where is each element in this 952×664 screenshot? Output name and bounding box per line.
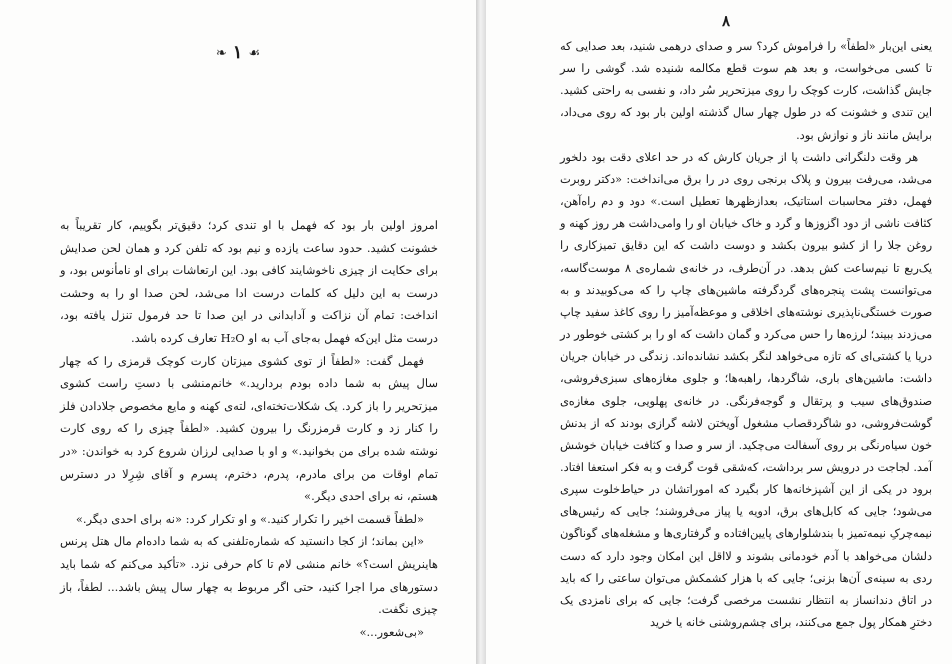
paragraph: «بی‌شعور...» <box>359 624 424 639</box>
chapter-ornament-left: ❧ <box>215 45 227 61</box>
paragraph: «لطفاً قسمت اخیر را تکرار کنید.» و او تکرار کرد: «نه برای احدی دیگر.» <box>75 511 424 526</box>
paragraph: هر وقت دلنگرانی داشت پا از جریان کارش که در حد اعلای دقت بود دلخور می‌شد، می‌رفت بیرون و پلاک برنجی روی در را برق می‌انداخت: «دکتر روبرت فهمل، دفتر محاسبات استاتیک، بعدازظهرها تعطیل است.» دود و دم راه‌آهن، کثافت ناشی از دود اگزوزها و گرد و خاک خیابان او را وامی‌داشت هر روز کهنه و روغن جلا را از کشو بیرون بکشد و دوست داشت که این دقایق تمیزکاری را یک‌ربع تا نیم‌ساعت کش بدهد. در آن‌طرف، در خانه‌ی شماره‌ی ۸ موست‌گاسه، می‌توانست پشت پنجره‌های گردگرفته ماشین‌های چاپ را که می‌کوبیدند و به صورت خستگی‌ناپذیری نوشته‌های اخلاقی و موعظه‌آمیز را روی کاغذ سفید چاپ می‌زدند ببیند؛ لرزه‌ها را حس می‌کرد و گمان داشت که او را بر کشتی خوطور در دریا یا کشتی‌ای که تازه می‌خواهد لنگر بکشد نشانده‌اند. زندگی در خیابان جریان داشت: ماشین‌های باری، شاگردها، راهبه‌ها؛ و جلوی مغازه‌های سبزی‌فروشی، صندوق‌های سیب و پرتقال و گوجه‌فرنگی. در خانه‌ی پهلویی، جلوی مغازه‌ی گوشت‌فروشی، دو شاگردقصاب مشغول آویختن لاشه گرازی بودند که از بدنش خون سیاه‌رنگی بر روی آسفالت می‌چکید. از سر و صدا و کثافت خیابان خوشش آمد. لجاجت در درویش سر برداشت، که‌شقی قوت گرفت و به فکر استعفا افتاد. برود در یکی از این آشپزخانه‌ها کار بگیرد که اموراتشان در حیاط‌خلوت سپری می‌شود؛ جایی که کابل‌های برق، ادویه یا پیاز می‌فروشند؛ جایی که رئیس‌های نیمه‌چرکِ نیمه‌تمیز با بندشلوارهای پایین‌افتاده و گرفتاری‌ها و مشغله‌های گوناگون دلشان می‌خواهد با آدم خودمانی بشوند و لااقل این امکان وجود دارد که دست ردی به سینه‌ی آن‌ها بزنی؛ جایی که با هزار کشمکش می‌توان ساعتی را که باید در اتاق دندانساز به انتظار نشست مرخصی گرفت؛ جایی که برای نامزدی یک دخترِ همکار پول جمع می‌کنند، برای چشم‌روشنی خانه یا خرید <box>560 150 932 630</box>
left-page-body <box>60 214 438 643</box>
page-number: ٨ <box>722 12 731 30</box>
paragraph: امروز اولین بار بود که فهمل با او تندی کرد؛ دقیق‌تر بگوییم، کار تقریباً به خشونت کشید. حدود ساعت یازده و نیم بود که تلفن کرد و همان لحن صدایش برای حکایت از چیزی ناخوشایند کافی بود. این ارتعاشات برای او نامأنوس بود، و درست به این دلیل که کلمات درست ادا می‌شد، لحن صدا او را به وحشت انداخت: تمام آن نزاکت و آدابدانی در این صدا تا حد فرمول تنزل یافته بود، درست مثل این‌که فهمل به‌جای آب به او H₂O تعارف کرده باشد. <box>60 218 438 345</box>
chapter-ornament-right: ☙ <box>248 45 261 61</box>
chapter-number: ١ <box>232 42 243 63</box>
chapter-heading <box>190 40 286 66</box>
right-page-body <box>560 36 932 634</box>
book-gutter <box>476 0 486 664</box>
paragraph: «این بماند؛ از کجا دانستید که شماره‌تلفنی که به شما داده‌ام مال هتل پرنس هاینریش است؟» خانم منشی لام تا کام حرفی نزد. «تأکید می‌کنم که شما باید دستورهای مرا اجرا کنید، حتی اگر مربوط به چهار سال پیش باشد... لطفاً، باز چیزی نگفت. <box>60 534 438 617</box>
paragraph: فهمل گفت: «لطفاً از توی کشوی میزتان کارت کوچک قرمزی را که چهار سال پیش به شما داده بودم بردارید.» خانم‌منشی با دستِ راست کشوی میزتحریر را باز کرد. یک شکلات‌تخته‌ای، لته‌ی کهنه و مایع مخصوص جلادادن فلز را کنار زد و کارت قرمزرنگ را بیرون کشید. «لطفاً چیزی را که روی کارت نوشته شده برای من بخوانید.» و او با صدایی لرزان شروع کرد به خواندن: «در تمام اوقات من برای مادرم، پدرم، دخترم، پسرم و آقای شِرِلا در دسترس هستم، نه برای احدی دیگر.» <box>60 353 438 504</box>
paragraph: یعنی این‌بار «لطفاً» را فراموش کرد؟ سر و صدای درهمی شنید، بعد صدایی که تا کسی می‌خواست، و بعد هم سوت قطع مکالمه شنیده شد. گوشی را سر جایش گذاشت، کارت کوچک را روی میزتحریر سُر داد، و نفسی به راحتی کشید. این تندی و خشونت که در طول چهار سال گذشته اولین بار بود که روی می‌داد، برایش مانند ناز و نوازش بود. <box>560 40 932 142</box>
